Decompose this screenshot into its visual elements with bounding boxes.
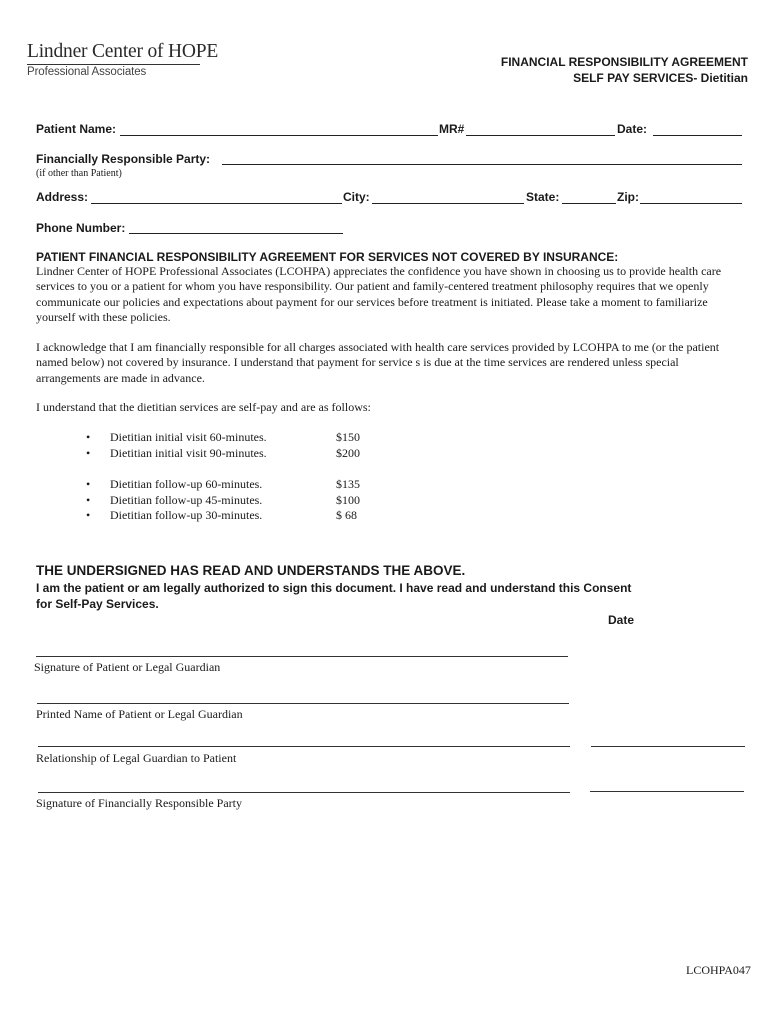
form-title: FINANCIAL RESPONSIBILITY AGREEMENT bbox=[500, 55, 748, 69]
address-label: Address: bbox=[36, 190, 89, 204]
patient-signature-line[interactable] bbox=[36, 656, 568, 657]
service-price: $135 bbox=[336, 477, 360, 491]
bullet-icon: • bbox=[86, 508, 91, 522]
mr-label: MR# bbox=[439, 122, 465, 136]
zip-label: Zip: bbox=[617, 190, 639, 204]
phone-label: Phone Number: bbox=[36, 221, 126, 235]
mr-field[interactable] bbox=[466, 135, 615, 136]
patient-name-field[interactable] bbox=[120, 135, 438, 136]
bullet-icon: • bbox=[86, 445, 91, 460]
printed-name-line[interactable] bbox=[37, 703, 569, 704]
date-label: Date: bbox=[617, 122, 648, 136]
paragraph-line: named below) not covered by insurance. I understand that payment for service s is due at the time services are rendered unless special bbox=[36, 355, 679, 370]
agreement-heading: PATIENT FINANCIAL RESPONSIBILITY AGREEMENT FOR SERVICES NOT COVERED BY INSURANCE: bbox=[36, 250, 619, 264]
financial-party-signature-label: Signature of Financially Responsible Party bbox=[36, 796, 242, 810]
financial-party-signature-line[interactable] bbox=[38, 792, 570, 793]
financially-responsible-field[interactable] bbox=[222, 164, 742, 165]
financial-party-date-line[interactable] bbox=[590, 791, 744, 792]
services-list bbox=[86, 430, 360, 524]
relationship-label: Relationship of Legal Guardian to Patient bbox=[36, 751, 237, 765]
list-item bbox=[86, 446, 360, 462]
service-name: Dietitian initial visit 60-minutes. bbox=[110, 430, 267, 444]
date-field[interactable] bbox=[653, 135, 742, 136]
patient-signature-label: Signature of Patient or Legal Guardian bbox=[34, 660, 221, 674]
form-subtitle: SELF PAY SERVICES- Dietitian bbox=[573, 71, 748, 85]
service-name: Dietitian follow-up 60-minutes. bbox=[110, 477, 263, 491]
bullet-icon: • bbox=[86, 430, 91, 444]
paragraph-line: communicate our policies and expectations about payment for our services before treatment is initiated. Please take a moment to familiarize bbox=[36, 294, 708, 309]
service-name: Dietitian follow-up 45-minutes. bbox=[110, 492, 263, 507]
phone-field[interactable] bbox=[129, 233, 343, 234]
logo-subtitle: Professional Associates bbox=[27, 66, 147, 78]
date-column-label: Date bbox=[608, 613, 635, 627]
consent-heading: THE UNDERSIGNED HAS READ AND UNDERSTANDS THE ABOVE. bbox=[36, 563, 466, 578]
logo-title: Lindner Center of HOPE bbox=[27, 41, 219, 62]
agreement-paragraph-3: I understand that the dietitian services are self-pay and are as follows: bbox=[36, 400, 371, 414]
service-name: Dietitian follow-up 30-minutes. bbox=[110, 508, 263, 522]
list-item bbox=[86, 477, 360, 493]
consent-text-line-1: I am the patient or am legally authorized to sign this document. I have read and understand this Consent bbox=[36, 581, 632, 595]
paragraph-line: services to you or a patient for whom you have responsibility. Our patient and family-centered treatment philosophy requires that we openly bbox=[36, 279, 709, 294]
agreement-paragraph-2 bbox=[36, 340, 736, 386]
paragraph-line: arrangements are made in advance. bbox=[36, 370, 205, 385]
consent-text-line-2: for Self-Pay Services. bbox=[36, 597, 159, 611]
zip-field[interactable] bbox=[640, 203, 742, 204]
bullet-icon: • bbox=[86, 477, 91, 491]
list-item bbox=[86, 430, 360, 446]
logo-rule bbox=[27, 64, 200, 65]
city-field[interactable] bbox=[372, 203, 524, 204]
bullet-icon: • bbox=[86, 492, 91, 507]
list-item bbox=[86, 508, 360, 524]
state-field[interactable] bbox=[562, 203, 616, 204]
service-price: $200 bbox=[336, 445, 360, 460]
service-price: $ 68 bbox=[336, 508, 357, 522]
service-price: $150 bbox=[336, 430, 360, 444]
address-field[interactable] bbox=[91, 203, 342, 204]
patient-name-label: Patient Name: bbox=[36, 122, 117, 136]
service-name: Dietitian initial visit 90-minutes. bbox=[110, 445, 267, 460]
if-other-note: (if other than Patient) bbox=[36, 168, 122, 179]
printed-name-label: Printed Name of Patient or Legal Guardian bbox=[36, 707, 243, 721]
list-item bbox=[86, 493, 360, 509]
agreement-paragraph-1 bbox=[36, 264, 736, 325]
financially-responsible-label: Financially Responsible Party: bbox=[36, 152, 211, 166]
city-label: City: bbox=[343, 190, 370, 204]
form-code: LCOHPA047 bbox=[686, 963, 751, 977]
paragraph-line: I acknowledge that I am financially responsible for all charges associated with health care services provided by LCOHPA to me (or the patient bbox=[36, 340, 720, 354]
paragraph-line: yourself with these policies. bbox=[36, 309, 171, 324]
relationship-line[interactable] bbox=[38, 746, 570, 747]
state-label: State: bbox=[526, 190, 560, 204]
paragraph-line: Lindner Center of HOPE Professional Associates (LCOHPA) appreciates the confidence you have shown in choosing us to provide health care bbox=[36, 264, 722, 278]
service-price: $100 bbox=[336, 492, 360, 507]
relationship-date-line[interactable] bbox=[591, 746, 745, 747]
